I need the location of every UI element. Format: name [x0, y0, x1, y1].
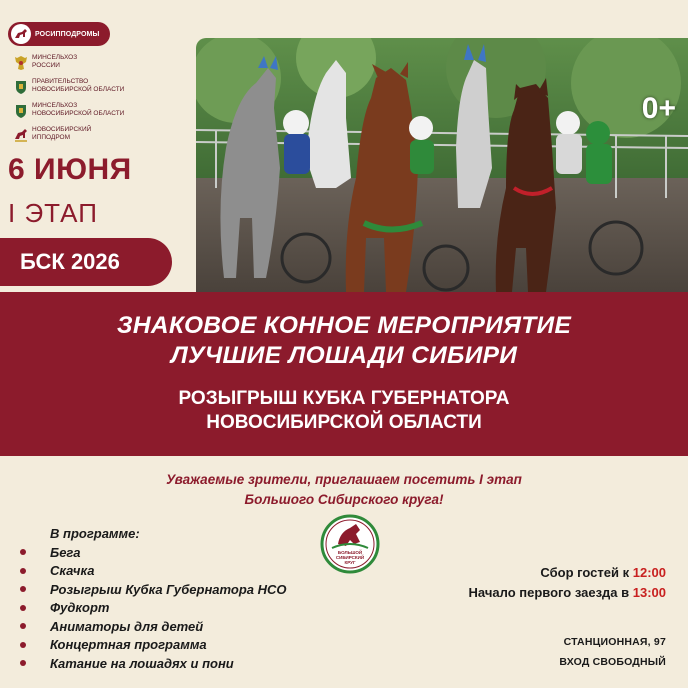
event-stage: I ЭТАП: [8, 198, 98, 228]
invitation-line: Большого Сибирского круга!: [244, 492, 444, 507]
sponsor-line: МИНСЕЛЬХОЗ: [32, 54, 78, 61]
sponsor-line: ПРАВИТЕЛЬСТВО: [32, 78, 89, 85]
gathering-label: Сбор гостей к: [540, 565, 630, 580]
hippodrome-icon: [14, 127, 28, 143]
list-item: [20, 543, 287, 562]
region-crest-icon: [14, 79, 28, 95]
first-race-time: 13:00: [632, 585, 666, 600]
region-crest-icon: [14, 103, 28, 119]
list-item: [20, 599, 287, 618]
event-title-line2: ЛУЧШИЕ ЛОШАДИ СИБИРИ: [170, 342, 518, 369]
eagle-crest-icon: [14, 55, 28, 71]
sponsor-line: ИППОДРОМ: [32, 133, 70, 141]
bullet-icon: [20, 549, 26, 555]
logo-text-line: КРУГ: [344, 560, 356, 565]
title-banner: [0, 292, 688, 456]
venue-address: СТАНЦИОННАЯ, 97: [563, 636, 666, 648]
sponsor-hippodrome: [14, 126, 129, 150]
sponsor-list: [14, 54, 129, 150]
brand-logo: [8, 22, 110, 46]
brand-name: РОСИППОДРОМЫ: [35, 30, 100, 38]
event-code: БСК 2026: [20, 249, 120, 274]
sponsor-line: НОВОСИБИРСКИЙ: [32, 126, 92, 133]
race-photo: [196, 38, 688, 292]
program-item-label: Бега: [50, 544, 81, 560]
event-date: 6 ИЮНЯ: [8, 153, 132, 186]
list-item: [20, 654, 287, 673]
age-rating-badge: 0+: [641, 92, 676, 125]
program-item-label: Концертная программа: [50, 637, 207, 653]
list-item: [20, 580, 287, 599]
bullet-icon: [20, 660, 26, 666]
program-item-label: Фудкорт: [50, 600, 110, 616]
sponsor-line: НОВОСИБИРСКОЙ ОБЛАСТИ: [32, 109, 125, 117]
list-item: [20, 636, 287, 655]
program-item-label: Катание на лошадях и пони: [50, 655, 234, 671]
sponsor-line: МИНСЕЛЬХОЗ: [32, 102, 78, 109]
list-item: [20, 617, 287, 636]
bsk-round-logo: [320, 514, 380, 574]
first-race-label: Начало первого заезда в: [468, 585, 630, 600]
event-title-line1: ЗНАКОВОЕ КОННОЕ МЕРОПРИЯТИЕ: [116, 312, 572, 339]
program-list: [20, 543, 287, 673]
venue-info: [559, 632, 666, 672]
first-race-row: [469, 583, 666, 603]
bullet-icon: [20, 586, 26, 592]
sponsor-line: РОССИИ: [32, 61, 60, 69]
bullet-icon: [20, 605, 26, 611]
invitation-text: [0, 470, 688, 510]
program-title: В программе:: [50, 526, 140, 541]
program-item-label: Розыгрыш Кубка Губернатора НСО: [50, 581, 287, 597]
entry-info: ВХОД СВОБОДНЫЙ: [559, 656, 666, 668]
invitation-line: Уважаемые зрители, приглашаем посетить I этап: [166, 472, 522, 487]
logo-text-line: БОЛЬШОЙ: [337, 550, 363, 555]
horse-emblem-icon: [11, 24, 31, 44]
harness-race-illustration: [196, 38, 688, 292]
sponsor-ministry-russia: [14, 54, 129, 78]
bullet-icon: [20, 623, 26, 629]
sponsor-government-nso: [14, 78, 129, 102]
event-subtitle-line2: НОВОСИБИРСКОЙ ОБЛАСТИ: [206, 412, 482, 433]
logo-text-line: СИБИРСКИЙ: [335, 555, 365, 560]
event-subtitle-line1: РОЗЫГРЫШ КУБКА ГУБЕРНАТОРА: [178, 388, 510, 409]
program-item-label: Аниматоры для детей: [50, 618, 204, 634]
sponsor-line: НОВОСИБИРСКОЙ ОБЛАСТИ: [32, 85, 125, 93]
sponsor-ministry-nso: [14, 102, 129, 126]
schedule: [469, 563, 666, 603]
gathering-time: 12:00: [632, 565, 666, 580]
bullet-icon: [20, 568, 26, 574]
event-code-tab: [0, 238, 172, 286]
list-item: [20, 562, 287, 581]
program-item-label: Скачка: [50, 563, 95, 579]
bullet-icon: [20, 642, 26, 648]
gathering-time-row: [469, 563, 666, 583]
